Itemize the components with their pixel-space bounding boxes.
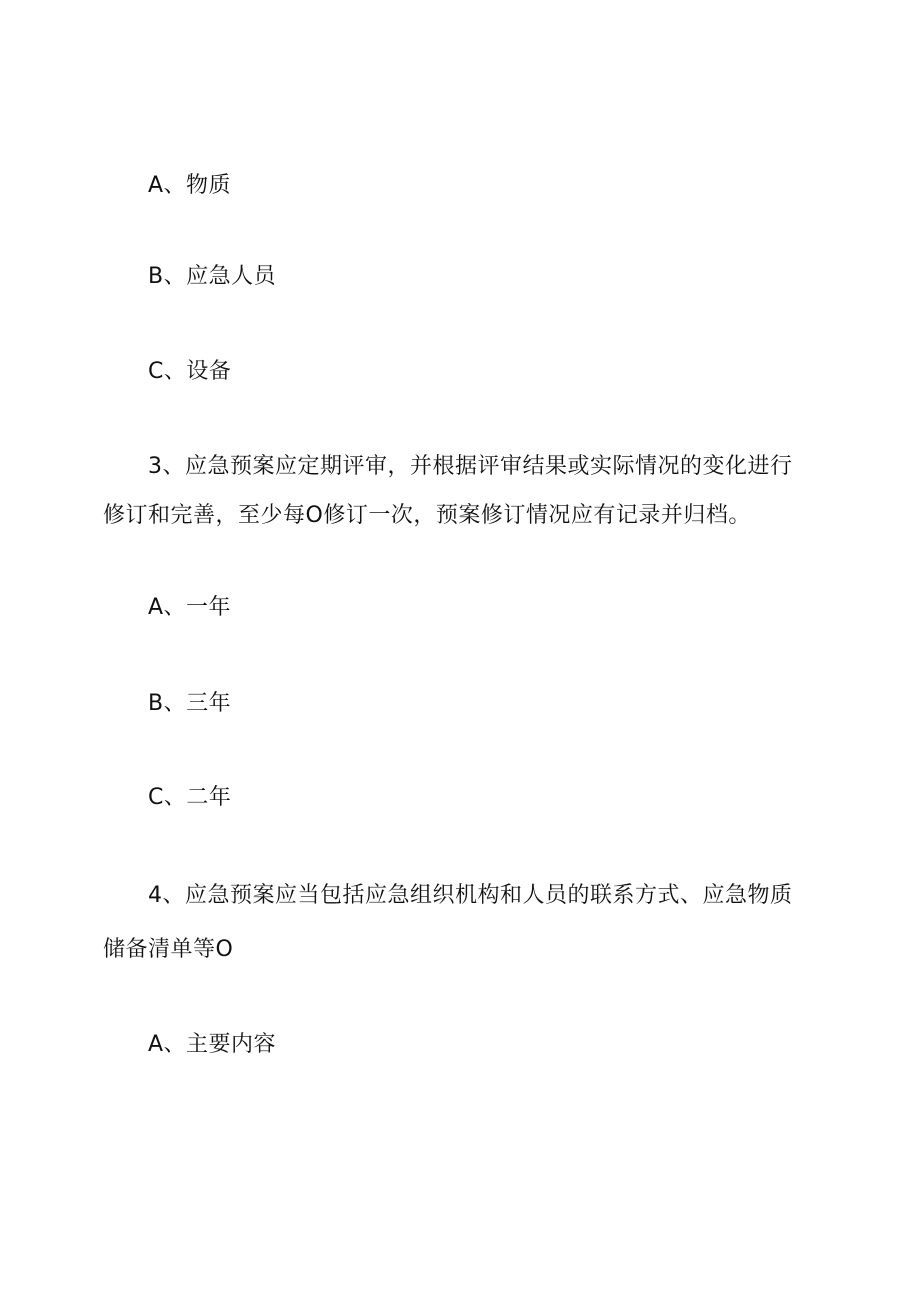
option-a-q2: A、物质 xyxy=(148,173,232,198)
question-4-line-2: 储备清单等O xyxy=(103,937,234,962)
question-4-line-1: 4、应急预案应当包括应急组织机构和人员的联系方式、应急物质 xyxy=(148,883,793,908)
option-b-q3: B、三年 xyxy=(148,691,232,716)
question-3-line-2: 修订和完善，至少每O修订一次，预案修订情况应有记录并归档。 xyxy=(103,503,751,528)
option-b-q2: B、应急人员 xyxy=(148,264,277,289)
option-c-q3: C、二年 xyxy=(148,785,232,810)
option-a-q3: A、一年 xyxy=(148,595,232,620)
option-c-q2: C、设备 xyxy=(148,359,232,384)
option-a-q4: A、主要内容 xyxy=(148,1032,277,1057)
question-3-line-1: 3、应急预案应定期评审，并根据评审结果或实际情况的变化进行 xyxy=(148,454,793,479)
